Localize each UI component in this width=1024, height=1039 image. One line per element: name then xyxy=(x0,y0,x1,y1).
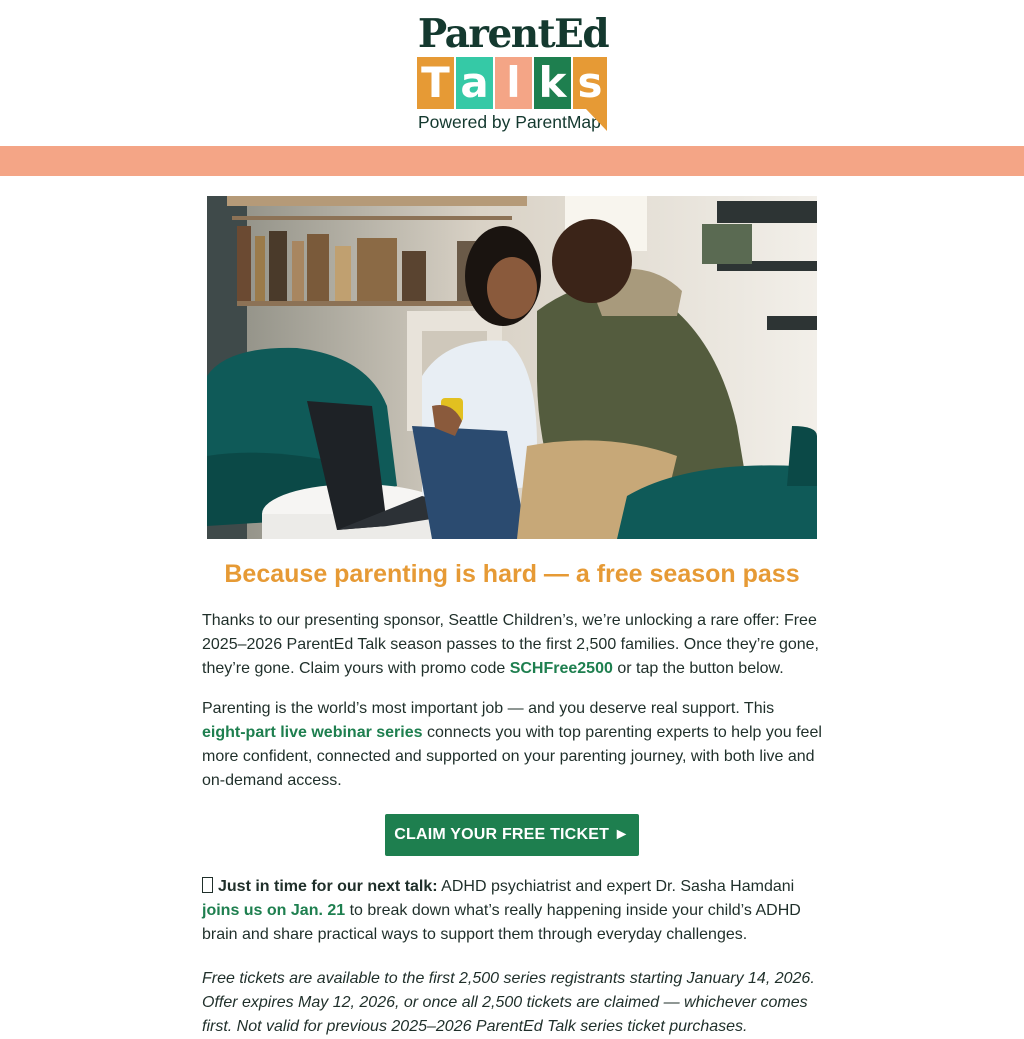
event-date-link[interactable]: joins us on Jan. 21 xyxy=(202,902,346,919)
missing-emoji-icon xyxy=(202,877,213,893)
logo-tile-t: T xyxy=(417,57,454,109)
speech-bubble-tail-icon xyxy=(586,109,607,131)
claim-ticket-button[interactable]: CLAIM YOUR FREE TICKET ► xyxy=(385,814,639,856)
logo-tile-l: l xyxy=(495,57,532,109)
promo-code-link[interactable]: SCHFree2500 xyxy=(509,660,613,677)
next-talk-lead: Just in time for our next talk: xyxy=(218,878,438,895)
logo-tile-a: a xyxy=(456,57,493,109)
series-text: Parenting is the world’s most important job — and you deserve real support. This xyxy=(202,700,775,717)
email-header xyxy=(0,0,1024,146)
salmon-divider-band xyxy=(0,146,1024,176)
series-text-end: connects you with top parenting experts to help you feel more confident, connected and supported on your parenting journey, with both live and on-demand access. xyxy=(202,724,822,789)
series-paragraph xyxy=(202,697,822,793)
logo-tagline: Powered by ParentMap xyxy=(418,112,601,132)
hero-image[interactable] xyxy=(207,196,817,539)
webinar-series-link[interactable]: eight-part live webinar series xyxy=(202,724,423,741)
next-talk-text: ADHD psychiatrist and expert Dr. Sasha Hamdani xyxy=(437,878,795,895)
intro-paragraph xyxy=(202,609,822,681)
logo-talks-tiles xyxy=(416,57,610,109)
intro-text-end: or tap the button below. xyxy=(612,660,784,677)
logo-tile-k: k xyxy=(534,57,571,109)
logo-tile-s: s xyxy=(573,57,607,109)
logo-title: ParentEd xyxy=(417,11,609,57)
next-talk-paragraph xyxy=(202,875,822,947)
couple-watching-laptop-photo-icon xyxy=(207,196,817,539)
intro-text: Thanks to our presenting sponsor, Seattle Children’s, we’re unlocking a rare offer: Free 2025–2026 ParentEd Talk season passes to the first 2,500 families. Once they’re gone, they’re gone. Claim yours with promo code xyxy=(202,612,819,677)
headline: Because parenting is hard — a free season pass xyxy=(224,560,800,588)
next-talk-text-end: to break down what’s really happening inside your child’s ADHD brain and share practical ways to support them through everyday challenges. xyxy=(202,902,801,943)
parented-talks-logo[interactable] xyxy=(416,12,610,134)
fine-print: Free tickets are available to the first 2,500 series registrants starting January 14, 2026. Offer expires May 12, 2026, or once all 2,500 tickets are claimed — whichever comes first. Not valid for previous 2025–2026 ParentEd Talk series ticket purchases. xyxy=(202,970,815,1035)
